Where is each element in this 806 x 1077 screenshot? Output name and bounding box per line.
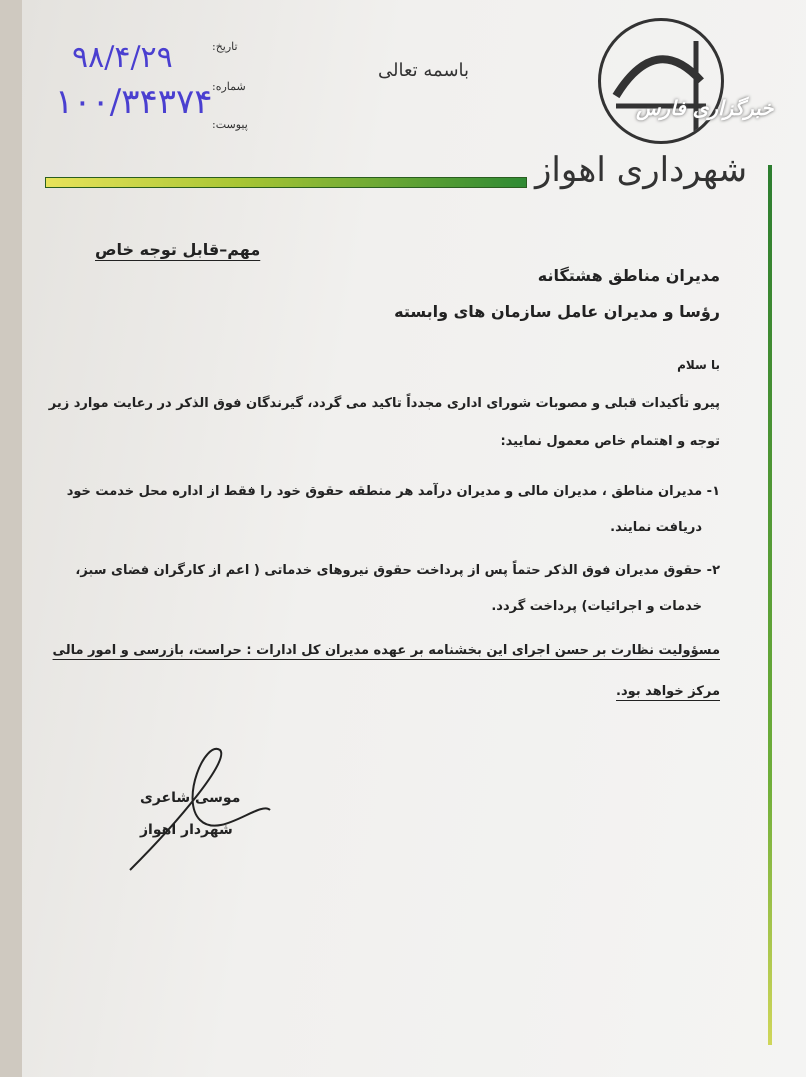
closing-line: مرکز خواهد بود. bbox=[616, 684, 720, 699]
date-label: تاریخ: bbox=[212, 40, 238, 53]
attachment-label: پیوست: bbox=[212, 118, 248, 131]
list-item-1: ۱- مدیران مناطق ، مدیران مالی و مدیران درآمد هر منطقه حقوق خود را فقط از اداره محل خدمت خود bbox=[66, 484, 720, 499]
invocation: باسمه تعالی bbox=[378, 60, 470, 81]
header-divider bbox=[45, 177, 527, 188]
organization-name: شهرداری اهواز bbox=[535, 150, 748, 190]
municipality-logo bbox=[598, 18, 724, 144]
greeting: با سلام bbox=[677, 358, 720, 372]
signatory-title: شهردار اهواز bbox=[140, 822, 233, 838]
paragraph-line: توجه و اهتمام خاص معمول نمایید: bbox=[500, 434, 720, 449]
list-item-2-cont: خدمات و اجرائیات) پرداخت گردد. bbox=[491, 599, 702, 614]
signatory-name: موسی شاعری bbox=[140, 790, 241, 806]
recipient-line: مدیران مناطق هشتگانه bbox=[537, 266, 720, 285]
news-agency-watermark: خبرگزاری فارس bbox=[636, 96, 774, 120]
closing-line: مسؤولیت نظارت بر حسن اجرای این بخشنامه بر عهده مدیران کل ادارات : حراست، بازرسی و امور مالی bbox=[52, 643, 720, 658]
bridge-icon bbox=[601, 21, 721, 141]
date-value: ۹۸/۴/۲۹ bbox=[72, 40, 173, 75]
priority-note: مهم–قابل توجه خاص bbox=[95, 240, 261, 259]
list-item-2: ۲- حقوق مدیران فوق الذکر حتماً پس از پرداخت حقوق نیروهای خدماتی ( اعم از کارگران فضای سبز، bbox=[75, 563, 720, 578]
handwritten-signature bbox=[120, 740, 290, 875]
list-item-1-cont: دریافت نمایند. bbox=[610, 520, 702, 535]
recipient-line: رؤسا و مدیران عامل سازمان های وابسته bbox=[394, 302, 720, 321]
paragraph-line: پیرو تأکیدات قبلی و مصوبات شورای اداری مجدداً تاکید می گردد، گیرندگان فوق الذکر در رعایت موارد زیر bbox=[48, 396, 720, 411]
number-value: ۱۰۰/۳۴۳۷۴ bbox=[55, 82, 213, 122]
side-rule bbox=[768, 165, 772, 1045]
number-label: شماره: bbox=[212, 80, 246, 93]
